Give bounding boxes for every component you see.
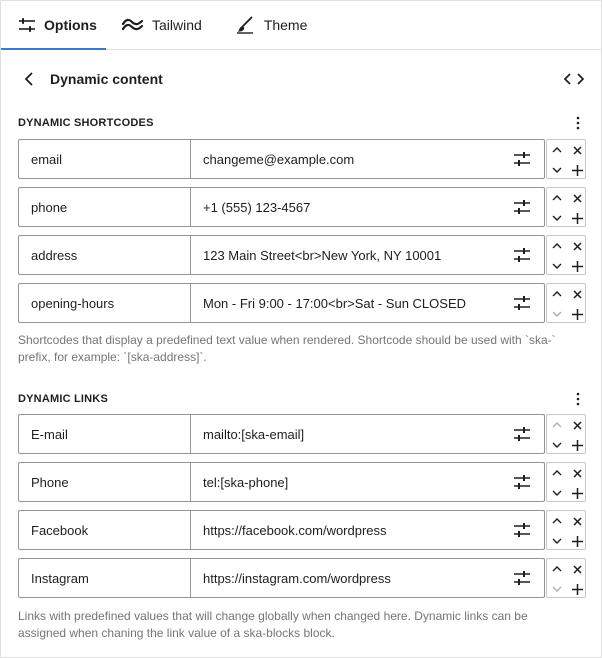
link-key: E-mail [31, 426, 68, 442]
shortcode-value-field[interactable] [191, 139, 545, 179]
sliders-icon [18, 14, 36, 36]
add-icon[interactable] [567, 256, 587, 276]
link-value-field[interactable] [191, 510, 545, 550]
settings-sliders-icon[interactable] [512, 568, 532, 588]
remove-icon[interactable] [567, 511, 587, 531]
add-icon[interactable] [567, 483, 587, 503]
link-key: Facebook [31, 522, 89, 538]
link-key-field[interactable] [18, 558, 191, 598]
shortcode-key: address [31, 247, 78, 263]
links-help-text: Links with predefined values that will change globally when changed here. Dynamic links can be assigned when chaning the link value of a ska-blocks block. [18, 609, 528, 640]
settings-sliders-icon[interactable] [512, 424, 532, 444]
row-controls [546, 235, 586, 275]
tab-bar [1, 1, 601, 50]
remove-icon[interactable] [567, 559, 587, 579]
tab-options-label: Options [44, 17, 97, 33]
remove-icon[interactable] [567, 140, 587, 160]
link-key: Phone [31, 474, 69, 490]
shortcode-key: email [31, 151, 63, 167]
move-down-icon[interactable] [547, 531, 567, 551]
shortcode-value-field[interactable] [191, 283, 545, 323]
code-icon [563, 72, 585, 86]
move-down-icon[interactable] [547, 579, 567, 599]
tab-tailwind-label: Tailwind [152, 17, 202, 33]
add-icon[interactable] [567, 208, 587, 228]
settings-sliders-icon[interactable] [512, 197, 532, 217]
shortcode-value-field[interactable] [191, 235, 545, 275]
tab-theme[interactable] [218, 1, 324, 49]
settings-sliders-icon[interactable] [512, 149, 532, 169]
link-value-field[interactable] [191, 462, 545, 502]
shortcode-key: opening-hours [31, 295, 115, 311]
shortcode-key-field[interactable] [18, 187, 191, 227]
move-up-icon[interactable] [547, 188, 567, 208]
remove-icon[interactable] [567, 415, 587, 435]
row-controls [546, 558, 586, 598]
remove-icon[interactable] [567, 236, 587, 256]
link-value: tel:[ska-phone] [203, 474, 289, 490]
shortcodes-section-header [18, 114, 586, 132]
link-value-field[interactable] [191, 414, 545, 454]
settings-sliders-icon[interactable] [512, 472, 532, 492]
remove-icon[interactable] [567, 463, 587, 483]
tab-options[interactable] [1, 1, 106, 49]
link-key: Instagram [31, 570, 89, 586]
shortcode-row [18, 235, 586, 275]
shortcodes-more-menu[interactable] [570, 115, 586, 131]
back-button[interactable] [18, 68, 40, 90]
chevron-left-icon [24, 72, 34, 86]
shortcode-value-field[interactable] [191, 187, 545, 227]
move-down-icon[interactable] [547, 208, 567, 228]
link-row [18, 462, 586, 502]
code-view-button[interactable] [562, 67, 586, 91]
row-controls [546, 414, 586, 454]
move-up-icon[interactable] [547, 511, 567, 531]
links-heading: DYNAMIC LINKS [18, 393, 108, 405]
shortcode-row [18, 139, 586, 179]
move-up-icon[interactable] [547, 284, 567, 304]
row-controls [546, 510, 586, 550]
add-icon[interactable] [567, 435, 587, 455]
row-controls [546, 187, 586, 227]
shortcodes-heading: DYNAMIC SHORTCODES [18, 117, 154, 129]
tab-tailwind[interactable] [106, 1, 218, 49]
row-controls [546, 283, 586, 323]
move-down-icon[interactable] [547, 304, 567, 324]
remove-icon[interactable] [567, 188, 587, 208]
brush-icon [234, 14, 256, 36]
add-icon[interactable] [567, 579, 587, 599]
shortcodes-help-text: Shortcodes that display a predefined text value when rendered. Shortcode should be used with `ska-` prefix, for example: `[ska-address]`. [18, 333, 556, 364]
remove-icon[interactable] [567, 284, 587, 304]
move-down-icon[interactable] [547, 435, 567, 455]
link-row [18, 558, 586, 598]
link-value: mailto:[ska-email] [203, 426, 305, 442]
shortcode-row [18, 187, 586, 227]
add-icon[interactable] [567, 531, 587, 551]
link-row [18, 510, 586, 550]
move-up-icon[interactable] [547, 463, 567, 483]
row-controls [546, 139, 586, 179]
settings-sliders-icon[interactable] [512, 520, 532, 540]
shortcode-value: 123 Main Street<br>New York, NY 10001 [203, 247, 442, 263]
shortcode-value: changeme@example.com [203, 151, 355, 167]
links-more-menu[interactable] [570, 391, 586, 407]
link-row [18, 414, 586, 454]
link-value: https://instagram.com/wordpress [203, 570, 391, 586]
move-up-icon[interactable] [547, 559, 567, 579]
link-key-field[interactable] [18, 510, 191, 550]
move-down-icon[interactable] [547, 160, 567, 180]
page-title: Dynamic content [50, 71, 163, 87]
more-vertical-icon [576, 392, 580, 406]
tab-theme-label: Theme [263, 17, 308, 33]
row-controls [546, 462, 586, 502]
more-vertical-icon [576, 116, 580, 130]
shortcode-value: Mon - Fri 9:00 - 17:00<br>Sat - Sun CLOSED [203, 295, 467, 311]
links-section-header [18, 390, 586, 408]
link-value: https://facebook.com/wordpress [203, 522, 387, 538]
shortcode-key: phone [31, 199, 68, 215]
panel-header [18, 65, 586, 93]
shortcode-value: +1 (555) 123-4567 [203, 199, 311, 215]
link-value-field[interactable] [191, 558, 545, 598]
settings-sliders-icon[interactable] [512, 245, 532, 265]
move-up-icon[interactable] [547, 140, 567, 160]
shortcode-key-field[interactable] [18, 139, 191, 179]
add-icon[interactable] [567, 160, 587, 180]
move-down-icon[interactable] [547, 483, 567, 503]
tailwind-icon [122, 14, 144, 36]
move-up-icon[interactable] [547, 236, 567, 256]
shortcode-key-field[interactable] [18, 235, 191, 275]
settings-sliders-icon[interactable] [512, 293, 532, 313]
link-key-field[interactable] [18, 414, 191, 454]
shortcode-key-field[interactable] [18, 283, 191, 323]
link-key-field[interactable] [18, 462, 191, 502]
add-icon[interactable] [567, 304, 587, 324]
shortcode-row [18, 283, 586, 323]
move-up-icon[interactable] [547, 415, 567, 435]
move-down-icon[interactable] [547, 256, 567, 276]
